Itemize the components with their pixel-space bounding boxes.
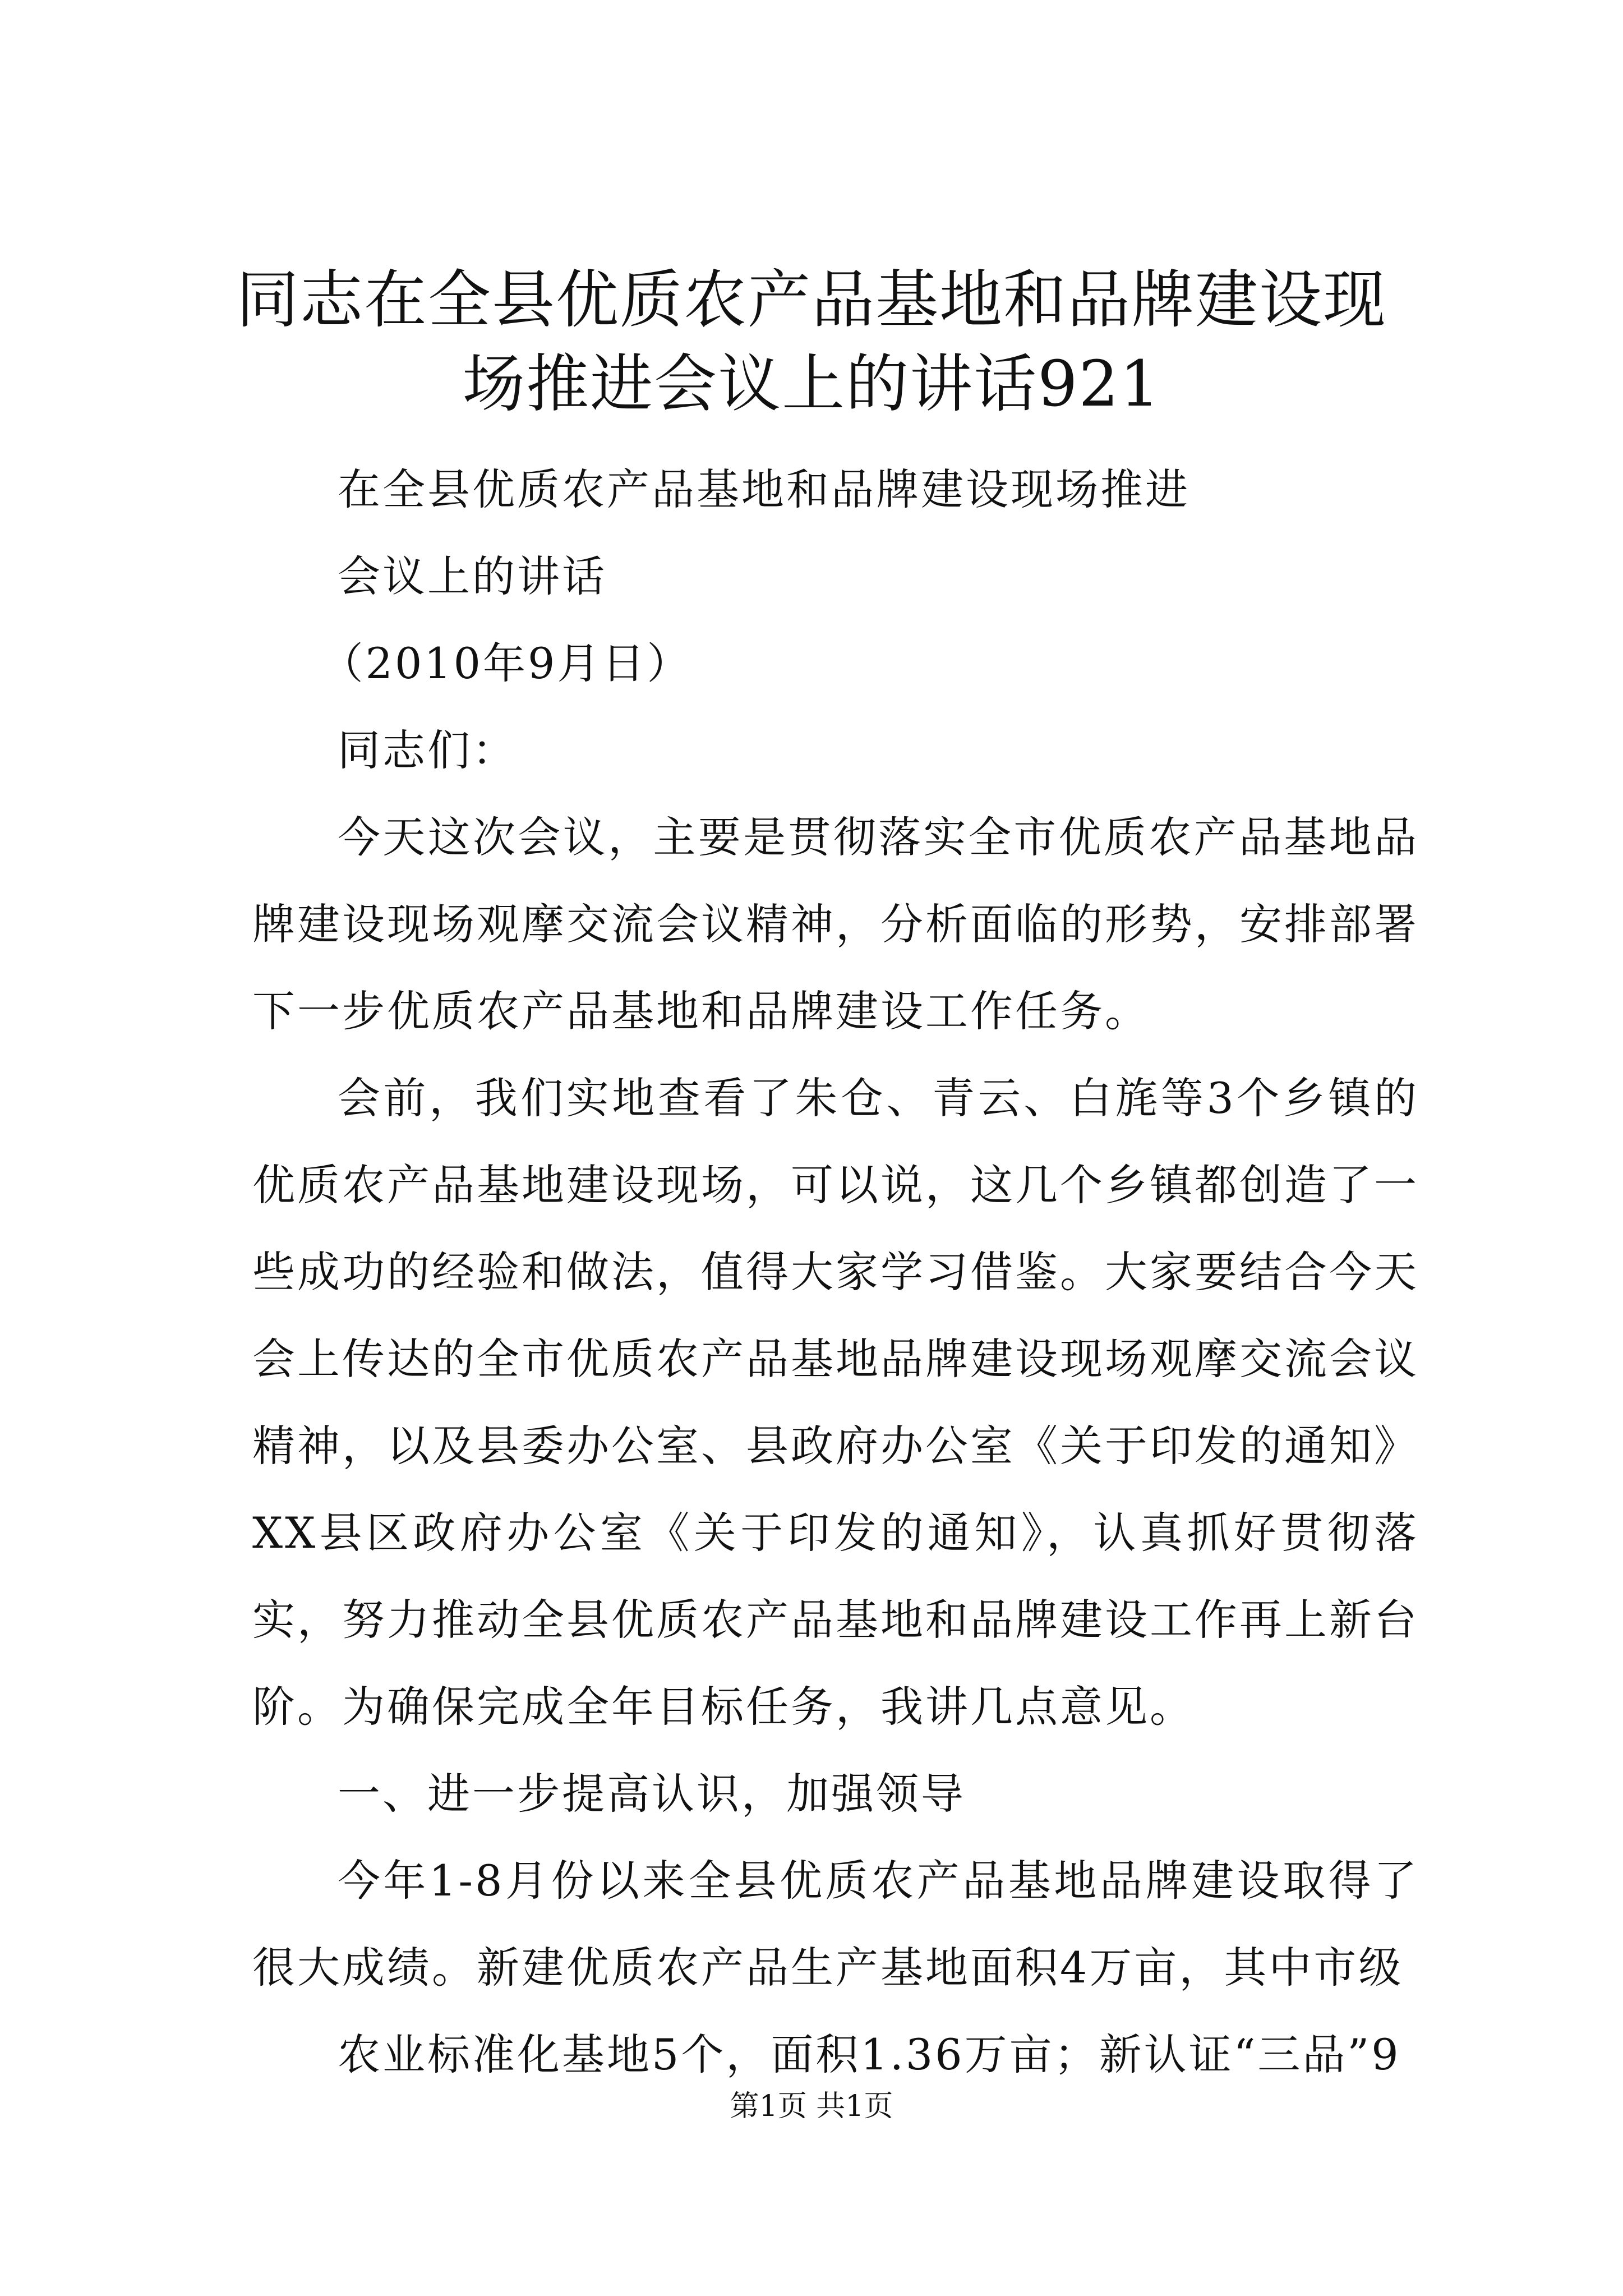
paragraph: 今天这次会议，主要是贯彻落实全市优质农产品基地品牌建设现场观摩交流会议精神，分析面临的形势，安排部署下一步优质农产品基地和品牌建设工作任务。 [252,812,1419,1036]
section-heading: 一、进一步提高认识，加强领导 [338,1769,966,1819]
document-title: 同志在全县优质农产品基地和品牌建设现场推进会议上的讲话921 [236,264,1387,421]
salutation: 同志们： [338,725,517,775]
paragraph: 今年1-8月份以来全县优质农产品基地品牌建设取得了很大成绩。新建优质农产品生产基地面积4万亩，其中市级 [252,1856,1419,1993]
subtitle-line-2: 会议上的讲话 [338,551,607,601]
paragraph: 农业标准化基地5个，面积1.36万亩；新认证“三品”9 [338,2030,1401,2079]
paragraph: 会前，我们实地查看了朱仓、青云、白旄等3个乡镇的优质农产品基地建设现场，可以说，这几个乡镇都创造了一些成功的经验和做法，值得大家学习借鉴。大家要结合今天会上传达的全市优质农产品基地品牌建设现场观摩交流会议精神，以及县委办公室、县政府办公室《关于印发的通知》XX县区政府办公室《关于印发的通知》，认真抓好贯彻落实，努力推动全县优质农产品基地和品牌建设工作再上新台阶。为确保完成全年目标任务，我讲几点意见。 [252,1073,1419,1732]
document-body [252,446,1419,2098]
subtitle-line-1: 在全县优质农产品基地和品牌建设现场推进 [338,464,1190,514]
page-footer: 第1页 共1页 [730,2090,893,2123]
date-line: （2010年9月日） [320,638,692,688]
